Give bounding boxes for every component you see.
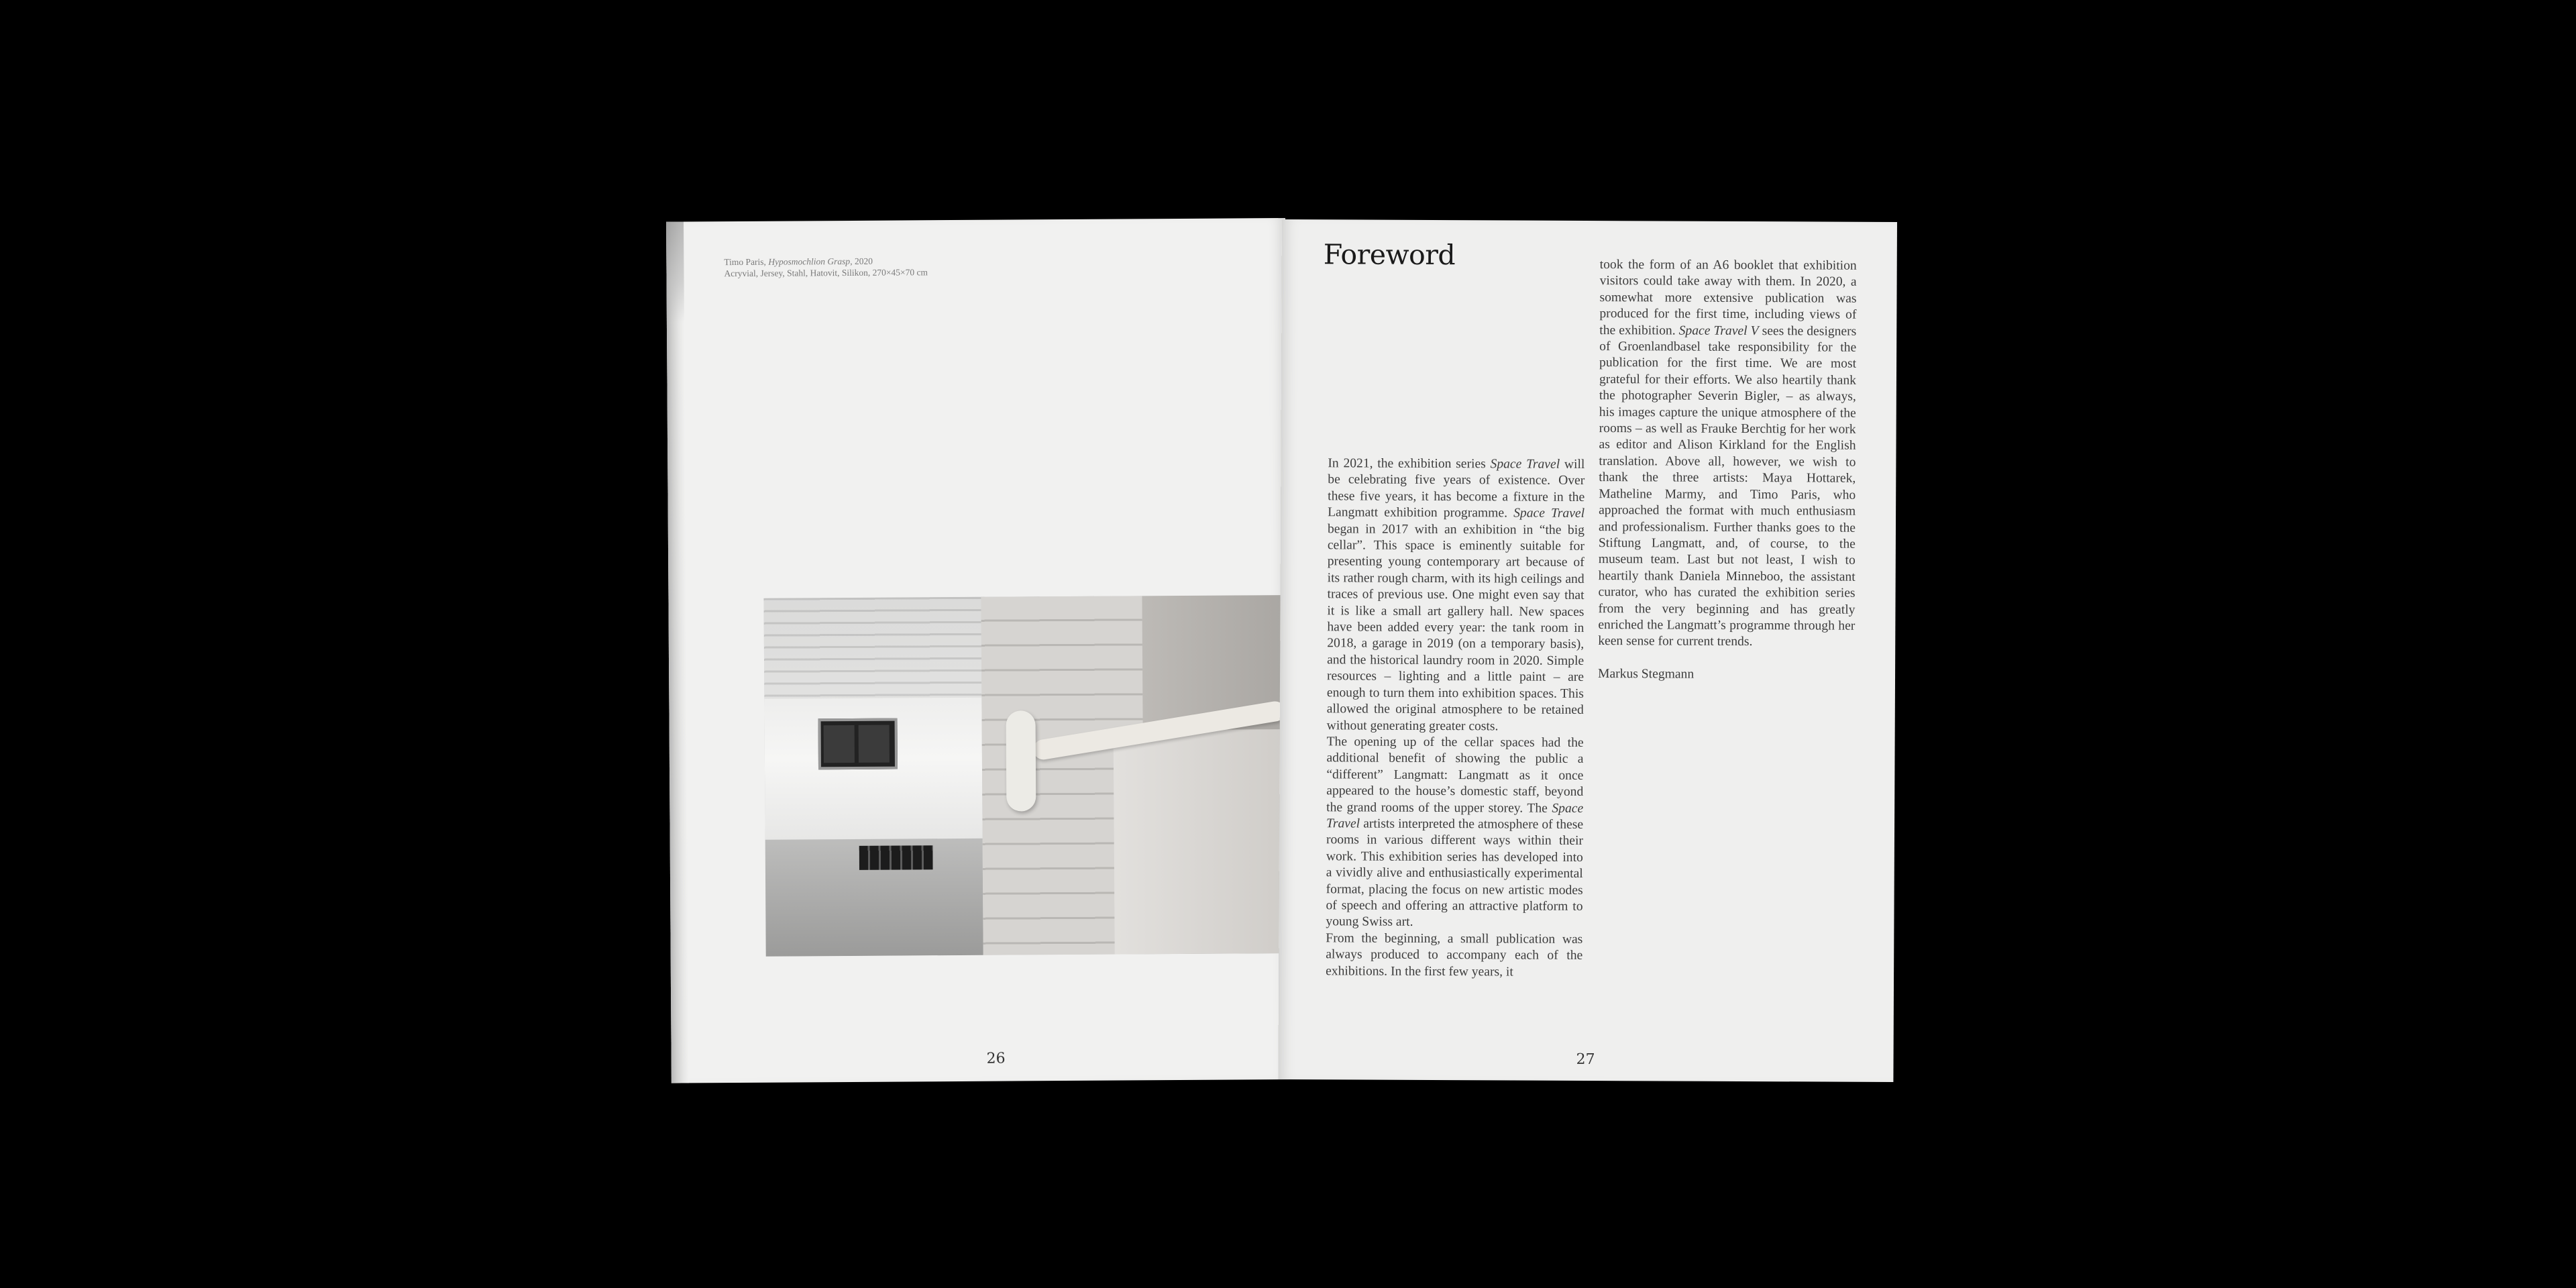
photo-panel — [1114, 729, 1291, 955]
page-stack-edge — [666, 221, 689, 1083]
text-run: began in 2017 with an exhibition in “the big cellar”. This space is eminently suitable for presenting young contemporary art because of its rather rough charm, with its high ceilings and traces of previous use. One might even say that it is like a small art gallery hall. New spaces have been added every year: the tank room in 2018, a garage in 2019 (on a temporary basis), and the historical laundry room in 2020. Simple resources – lighting and a little paint – are enough to turn them into exhibition spaces. This allowed the original atmosphere to be retained without generating greater costs. — [1326, 521, 1585, 733]
image-caption — [724, 255, 928, 279]
right-page — [1278, 219, 1897, 1082]
page-number-left: 26 — [986, 1050, 1006, 1067]
photo-window-pane — [824, 725, 855, 763]
italic-text-run: Space Travel — [1490, 457, 1560, 472]
text-run: In 2021, the exhibition series — [1328, 456, 1491, 472]
text-run: sees the designers of Groenlandbasel take responsibility for the publication for the first time. We are most grateful for their efforts. We also heartily thank the photographer Severin Bigler, – as always, his images capture the unique atmosphere of the rooms – as well as Frauke Berchtig for her work as editor and Alison Kirkland for the English translation. Above all, however, we wish to thank the three artists: Maya Hottarek, Matheline Marmy, and Timo Paris, who approached the format with much enthusiasm and professionalism. Further thanks goes to the Stiftung Langmatt, and, of course, to the museum team. Last but not least, I wish to heartily thank Daniela Minneboo, the assistant curator, who has curated the exhibition series from the very beginning and has greatly enriched the Langmatt’s programme through her keen sense for current trends. — [1598, 323, 1857, 649]
photo-ceiling — [763, 597, 981, 699]
page-title: Foreword — [1323, 238, 1456, 272]
paragraph — [1326, 734, 1583, 932]
text-run: will be celebrating five years of existence. Over these five years, it has become a fixture in the Langmatt exhibition programme. — [1328, 457, 1585, 521]
open-booklet — [666, 211, 1901, 1079]
italic-text-run: Space Travel — [1326, 801, 1584, 831]
photo-window-pane — [859, 725, 890, 763]
caption-year: , 2020 — [850, 256, 873, 266]
photo-sculpture-hand — [1006, 710, 1036, 811]
exhibition-photo — [763, 595, 1291, 957]
text-column-2 — [1598, 257, 1857, 684]
paragraph — [1326, 930, 1582, 981]
paragraph — [1598, 257, 1857, 651]
text-run: From the beginning, a small publication was always produced to accompany each of the exhibitions. In the first few years, it — [1326, 931, 1583, 979]
caption-materials: Acryvial, Jersey, Stahl, Hatovit, Silikon, 270×45×70 cm — [724, 267, 928, 279]
italic-text-run: Space Travel V — [1678, 323, 1759, 338]
paragraph — [1327, 455, 1585, 735]
italic-text-run: Space Travel — [1513, 506, 1585, 521]
author-signature: Markus Stegmann — [1598, 666, 1695, 682]
page-number-right: 27 — [1576, 1051, 1595, 1069]
text-run: The opening up of the cellar spaces had the additional benefit of showing the public a “different” Langmatt: Langmatt as it once appeared to the house’s domestic staff, beyond the grand rooms of the upper storey. The — [1326, 735, 1584, 816]
page-edge-shadow — [666, 221, 684, 322]
text-run: took the form of an A6 booklet that exhibition visitors could take away with them. In 2020, a somewhat more extensive publication was produced for the first time, including views of the exhibition. — [1599, 258, 1857, 338]
caption-line-1 — [724, 255, 928, 268]
text-run: artists interpreted the atmosphere of these rooms in various different ways within their work. This exhibition series has developed into a vividly alive and enthusiastically experimental format, placing the focus on new artistic modes of speech and offering an attractive platform to young Swiss art. — [1326, 816, 1584, 930]
photo-floor-objects — [859, 845, 933, 870]
caption-artwork-title: Hyposmochlion Grasp — [768, 256, 851, 267]
caption-artist: Timo Paris, — [724, 256, 769, 268]
text-column-1 — [1326, 455, 1585, 981]
left-page — [666, 218, 1291, 1083]
photo-window — [818, 718, 898, 770]
